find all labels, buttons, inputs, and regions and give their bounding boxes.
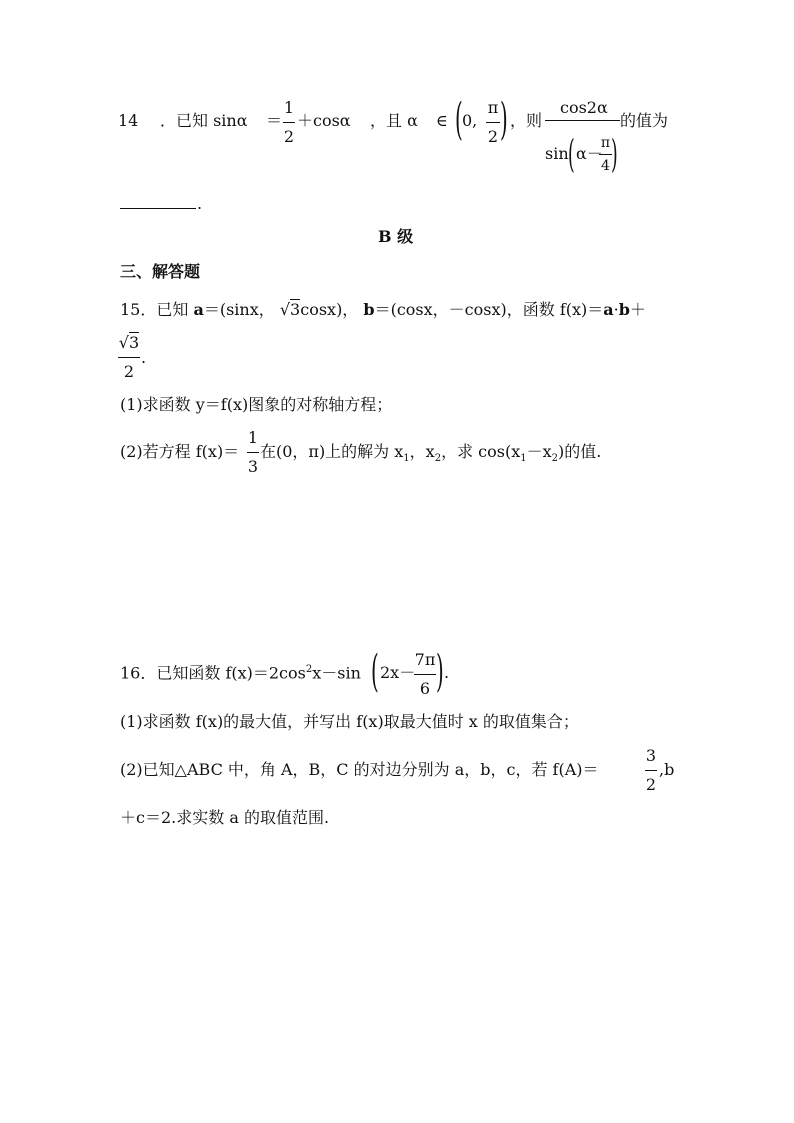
subscript: 2 — [551, 453, 559, 465]
q16-part-2-b: ,b — [659, 760, 675, 779]
q14-half-fraction — [283, 100, 295, 145]
q16-left-paren: ( — [371, 646, 379, 697]
q16-text-a: 16．已知函数 f(x)＝2cos — [120, 663, 306, 683]
q16-frac-den: 6 — [419, 679, 431, 698]
fraction-bar — [486, 122, 500, 123]
q16-text-b: x－sin — [312, 663, 361, 683]
q16-inner: 2x－ — [380, 663, 416, 682]
fraction-bar — [414, 674, 436, 675]
q15-text-g: ＝(cosx，－cosx)，函数 f(x)＝ — [374, 300, 604, 319]
q15-sqrt3-over-2 — [118, 335, 140, 380]
sqrt-icon: √ — [279, 300, 291, 319]
fraction-bar — [545, 120, 620, 121]
q16-part-1: (1)求函数 f(x)的最大值，并写出 f(x)取最大值时 x 的取值集合； — [120, 712, 579, 731]
q14-element-of: ∈ — [436, 111, 448, 130]
q15-part-2-text-f: )的值. — [558, 442, 602, 461]
q15-frac-den: 2 — [123, 362, 135, 381]
q16-part-2-a: (2)已知△ABC 中，角 A，B，C 的对边分别为 a，b，c，若 f(A)＝ — [120, 760, 599, 779]
subscript: 2 — [434, 453, 442, 465]
q14-right-paren: ) — [500, 94, 508, 145]
fraction-bar — [247, 452, 259, 453]
q14-den-pi-den: 4 — [601, 158, 610, 174]
q16-frac-num: 7π — [414, 650, 436, 669]
q14-text-1: ．已知 sinα — [160, 111, 248, 130]
q16-frac2-den: 2 — [645, 775, 657, 794]
q14-text-3: ，且 α — [370, 111, 418, 130]
q15-third-num: 1 — [247, 428, 259, 447]
q15-part-2-text-b: 在(0，π)上的解为 x — [260, 442, 404, 461]
q14-text-5: ，则 — [510, 111, 543, 130]
subscript: 1 — [403, 453, 410, 465]
fraction-bar — [283, 122, 295, 123]
q15-part-2-a: (2)若方程 f(x)＝ — [120, 442, 240, 461]
vector-b-2: b — [618, 300, 630, 319]
q15-period: . — [141, 348, 147, 367]
q14-den-right-paren: ) — [611, 132, 618, 176]
subscript: 1 — [520, 453, 527, 465]
answer-blank[interactable] — [120, 208, 196, 209]
q14-text-6: 的值为 — [620, 111, 669, 130]
fraction-bar — [645, 770, 657, 771]
q15-part-2-text-e: －x — [526, 442, 552, 461]
q14-equals: ＝ — [266, 111, 283, 130]
q16-three-halves — [645, 748, 657, 793]
q15-frac-radicand: 3 — [129, 333, 140, 352]
q14-pi-half-fraction — [486, 100, 500, 145]
q15-text-e: cosx)， — [300, 300, 359, 319]
q16-line-1 — [120, 665, 361, 681]
q14-big-numerator: cos2α — [560, 98, 608, 117]
q15-line-1 — [120, 302, 646, 318]
q16-7pi-over-6 — [414, 652, 436, 697]
q15-sqrt-radicand: 3 — [290, 300, 301, 319]
q14-number: 14 — [118, 111, 139, 130]
q15-frac-num — [118, 335, 140, 351]
q14-half-den: 2 — [283, 127, 295, 146]
q14-period: . — [197, 194, 203, 213]
q16-frac2-num: 3 — [645, 746, 657, 765]
q14-pi-num: π — [487, 98, 499, 117]
q15-part-2-text-c: ，x — [409, 442, 435, 461]
q14-den-pi-num: π — [600, 135, 611, 151]
section-level-heading: B 级 — [378, 227, 414, 246]
q15-part-2-text-d: ，求 cos(x — [441, 442, 521, 461]
q15-text-a: 15．已知 — [120, 300, 189, 319]
q16-part-2-c: ＋c＝2.求实数 a 的取值范围. — [120, 808, 330, 827]
q14-pi-den: 2 — [487, 127, 499, 146]
q16-right-paren: ) — [436, 646, 444, 697]
section-title: 三、解答题 — [120, 262, 201, 281]
q14-den-sin: sin — [545, 144, 569, 163]
q15-third-den: 3 — [247, 457, 259, 476]
fraction-bar — [118, 357, 140, 358]
q14-den-left-paren: ( — [568, 132, 575, 176]
q15-dot-product: · — [613, 300, 619, 319]
q14-left-paren: ( — [455, 94, 463, 145]
vector-a-2: a — [603, 300, 614, 319]
q15-third-fraction — [247, 430, 259, 475]
q15-part-1: (1)求函数 y＝f(x)图象的对称轴方程； — [120, 395, 393, 414]
q15-text-c: ＝(sinx， — [203, 300, 275, 319]
q14-half-num: 1 — [283, 98, 295, 117]
q15-plus: ＋ — [629, 300, 646, 319]
q14-text-2: ＋cosα — [297, 111, 351, 130]
q14-den-inner: α－ — [576, 144, 603, 163]
vector-a: a — [193, 300, 204, 319]
q16-period: . — [444, 663, 450, 682]
superscript: 2 — [305, 664, 313, 675]
q14-text-4: 0, — [462, 111, 478, 130]
sqrt-icon: √ — [118, 333, 129, 352]
vector-b: b — [363, 300, 375, 319]
q15-part-2-b — [260, 444, 601, 464]
